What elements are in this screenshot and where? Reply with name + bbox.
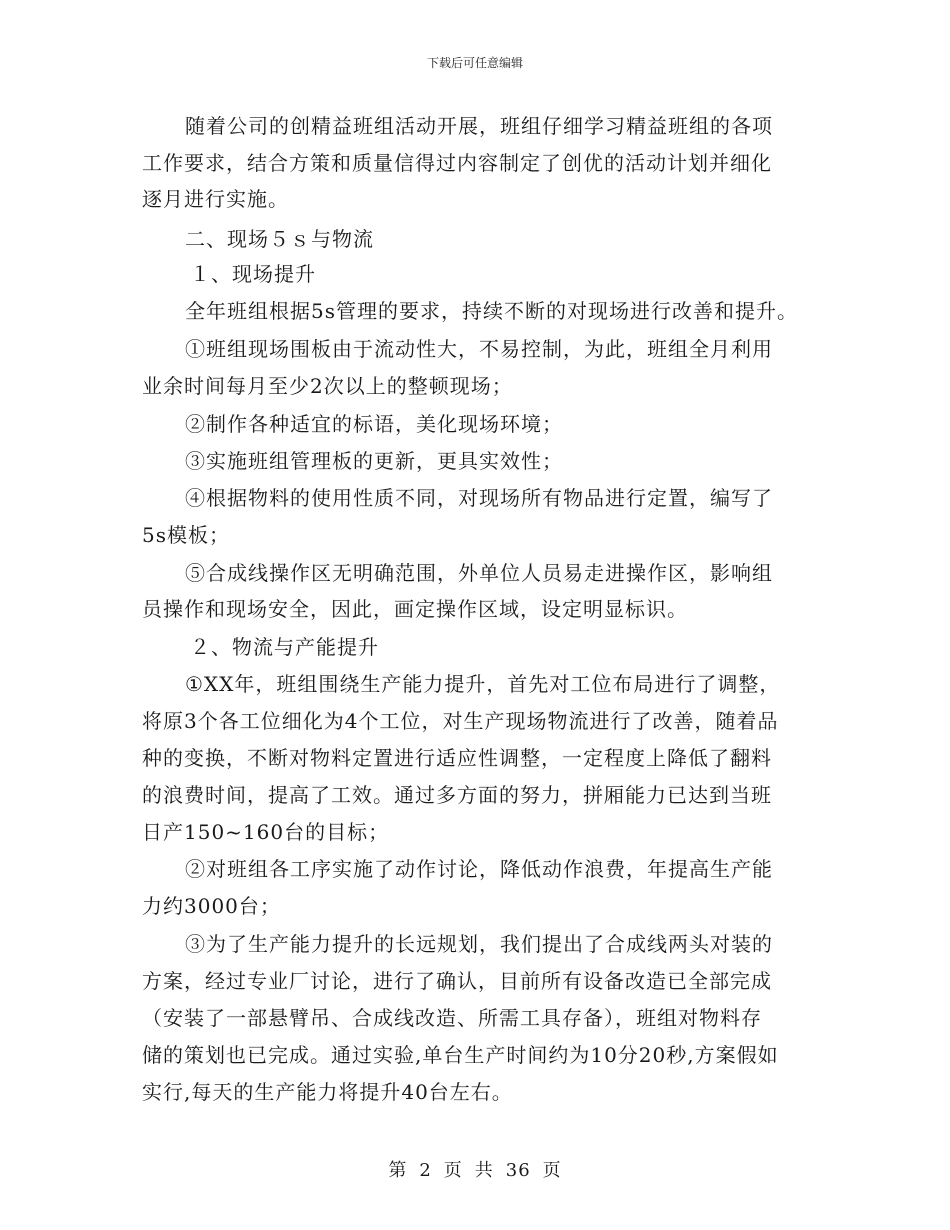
paragraph-line: 5s模板； (142, 523, 230, 547)
footer-total-pages: 36 (505, 1160, 531, 1181)
footer-current-page: 2 (419, 1160, 432, 1181)
paragraph-line: ①班组现场围板由于流动性大，不易控制，为此，班组全月利用 (185, 337, 773, 361)
paragraph-line: 方案，经过专业厂讨论，进行了确认，目前所有设备改造已全部完成 (142, 969, 772, 993)
paragraph-line: 员操作和现场安全，因此，画定操作区域，设定明显标识。 (142, 597, 688, 621)
footer-gong: 共 (474, 1160, 494, 1181)
header-note: 下载后可任意编辑 (426, 56, 523, 70)
paragraph-line: 力约3000台； (142, 894, 281, 918)
paragraph-line: ④根据物料的使用性质不同，对现场所有物品进行定置，编写了 (185, 486, 773, 510)
paragraph-line: （安装了一部悬臂吊、合成线改造、所需工具存备），班组对物料存 (142, 1006, 762, 1030)
paragraph-line: 业余时间每月至少2次以上的整顿现场； (142, 374, 513, 398)
paragraph-line: ③为了生产能力提升的长远规划，我们提出了合成线两头对装的 (185, 932, 773, 956)
subsection-heading: １、现场提升 (190, 262, 316, 286)
paragraph-line: ①XX年，班组围绕生产能力提升，首先对工位布局进行了调整， (185, 672, 781, 696)
paragraph-line: 随着公司的创精益班组活动开展，班组仔细学习精益班组的各项 (185, 114, 773, 138)
page-number-footer (0, 1156, 950, 1182)
paragraph-line: 全年班组根据5s管理的要求，持续不断的对现场进行改善和提升。 (185, 299, 798, 323)
paragraph-line: ③实施班组管理板的更新，更具实效性； (185, 449, 563, 473)
footer-di: 第 (388, 1160, 408, 1181)
paragraph-line: 将原3个各工位细化为4个工位，对生产现场物流进行了改善，随着品 (142, 709, 779, 733)
paragraph-line: 储的策划也已完成。通过实验,单台生产时间约为10分20秒,方案假如 (142, 1043, 779, 1067)
paragraph-line: 日产150~160台的目标； (142, 820, 390, 844)
paragraph-line: 的浪费时间，提高了工效。通过多方面的努力，拼厢能力已达到当班 (142, 783, 772, 807)
section-heading: 二、现场５ｓ与物流 (185, 227, 374, 251)
subsection-heading: ２、物流与产能提升 (190, 635, 379, 659)
paragraph-line: ⑤合成线操作区无明确范围，外单位人员易走进操作区，影响组 (185, 561, 773, 585)
paragraph-line: ②对班组各工序实施了动作讨论，降低动作浪费，年提高生产能 (185, 857, 773, 881)
paragraph-line: 逐月进行实施。 (142, 187, 289, 211)
paragraph-line: 实行,每天的生产能力将提升40台左右。 (142, 1080, 513, 1104)
paragraph-line: 种的变换，不断对物料定置进行适应性调整，一定程度上降低了翻料 (142, 746, 772, 770)
footer-ye: 页 (443, 1160, 463, 1181)
paragraph-line: ②制作各种适宜的标语，美化现场环境； (185, 412, 563, 436)
footer-ye-end: 页 (542, 1160, 562, 1181)
paragraph-line: 工作要求，结合方策和质量信得过内容制定了创优的活动计划并细化 (142, 151, 772, 175)
